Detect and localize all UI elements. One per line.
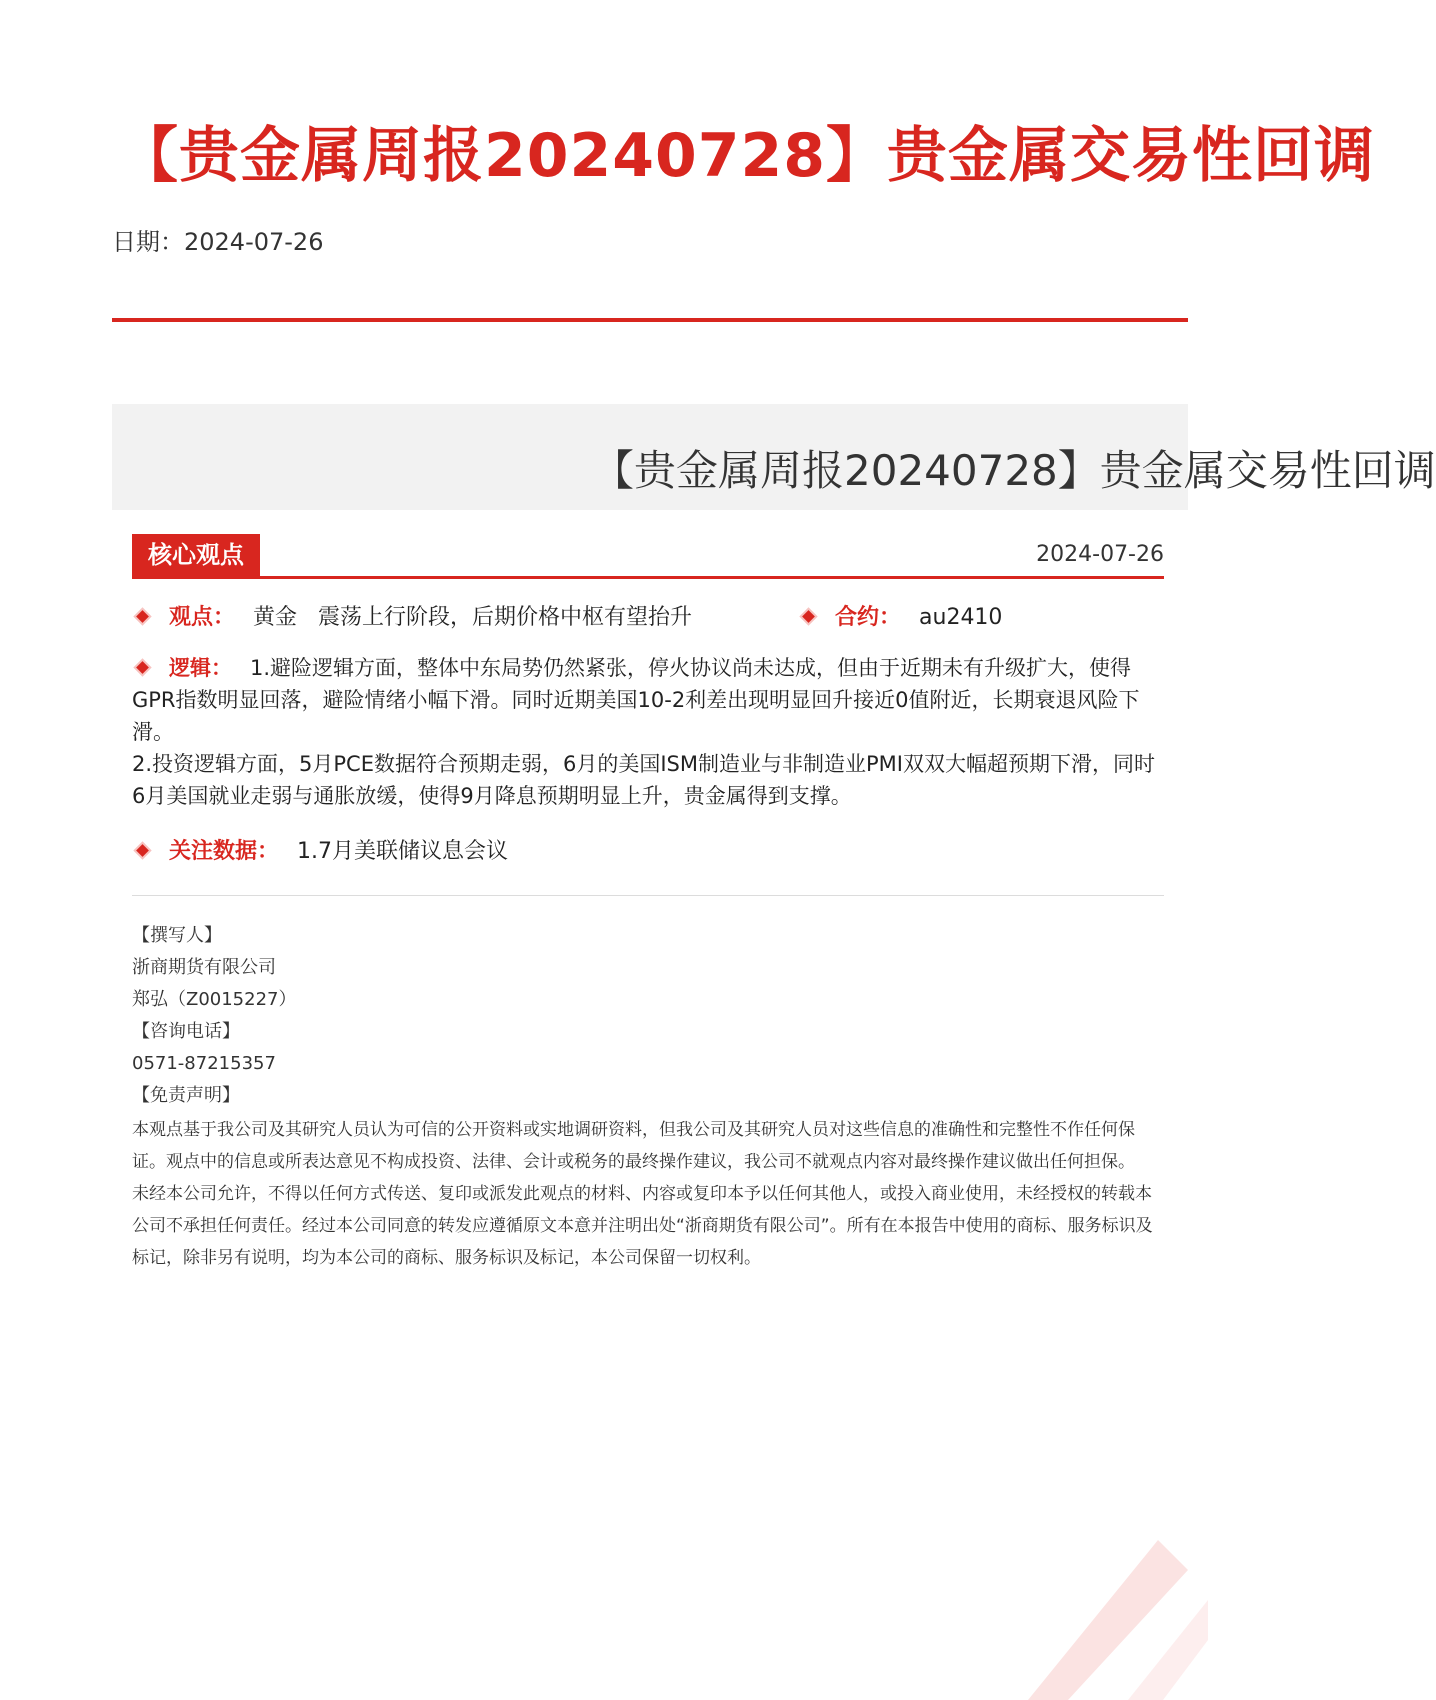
title-divider [112,318,1188,322]
contract-field [798,600,1002,631]
footer-info [132,920,1164,1112]
view-text: 黄金 震荡上行阶段，后期价格中枢有望抬升 [253,605,692,630]
logic-label: 逻辑： [169,656,232,680]
phone-heading: 【咨询电话】 [132,1021,240,1042]
focus-label: 关注数据： [169,839,280,864]
banner-title: 【贵金属周报20240728】贵金属交易性回调 [592,446,1436,495]
view-row [132,600,1164,631]
logic-text-1: 1.避险逻辑方面，整体中东局势仍然紧张，停火协议尚未达成，但由于近期未有升级扩大，使得GPR指数明显回落，避险情绪小幅下滑。同时近期美国10-2利差出现明显回升接近0值附近，长期衰退风险下滑。 [132,656,1140,744]
company-name: 浙商期货有限公司 [132,957,276,978]
disclaimer-text [132,1114,1164,1274]
disclaimer-paragraph-2: 未经本公司允许，不得以任何方式传送、复印或派发此观点的材料、内容或复印本予以任何其他人，或投入商业使用，未经授权的转载本公司不承担任何责任。经过本公司同意的转发应遵循原文本意并注明出处“浙商期货有限公司”。所有在本报告中使用的商标、服务标识及标记，除非另有说明，均为本公司的商标、服务标识及标记，本公司保留一切权利。 [132,1184,1153,1268]
focus-row [132,834,1164,865]
logic-paragraph-2: 2.投资逻辑方面，5月PCE数据符合预期走弱，6月的美国ISM制造业与非制造业PMI双双大幅超预期下滑，同时6月美国就业走弱与通胀放缓，使得9月降息预期明显上升，贵金属得到支撑。 [132,752,1155,808]
author-heading: 【撰写人】 [132,925,222,946]
report-banner [112,404,1436,510]
page-title: 【贵金属周报20240728】贵金属交易性回调 [118,121,1375,191]
author-name: 郑弘（Z0015227） [132,989,297,1010]
diamond-bullet-icon [136,661,149,674]
phone-number: 0571-87215357 [132,1053,276,1074]
focus-text: 1.7月美联储议息会议 [297,839,509,864]
section-divider [132,895,1164,896]
view-label: 观点： [169,605,236,630]
logic-paragraph-1 [132,652,1164,748]
disclaimer-paragraph-1: 本观点基于我公司及其研究人员认为可信的公开资料或实地调研资料，但我公司及其研究人员对这些信息的准确性和完整性不作任何保证。观点中的信息或所表达意见不构成投资、法律、会计或税务的最终操作建议，我公司不就观点内容对最终操作建议做出任何担保。 [132,1120,1135,1172]
disclaimer-heading: 【免责声明】 [132,1085,240,1106]
logic-section [132,652,1164,812]
diamond-bullet-icon [136,844,149,857]
page-date: 日期：2024-07-26 [112,228,324,256]
watermark-graphic-icon [988,1480,1208,1700]
contract-value: au2410 [919,605,1003,630]
core-view-header [132,534,1164,579]
core-view-badge: 核心观点 [132,534,260,576]
core-view-date: 2024-07-26 [1036,542,1164,567]
contract-label: 合约： [835,605,902,630]
diamond-bullet-icon [802,610,815,623]
diamond-bullet-icon [136,610,149,623]
